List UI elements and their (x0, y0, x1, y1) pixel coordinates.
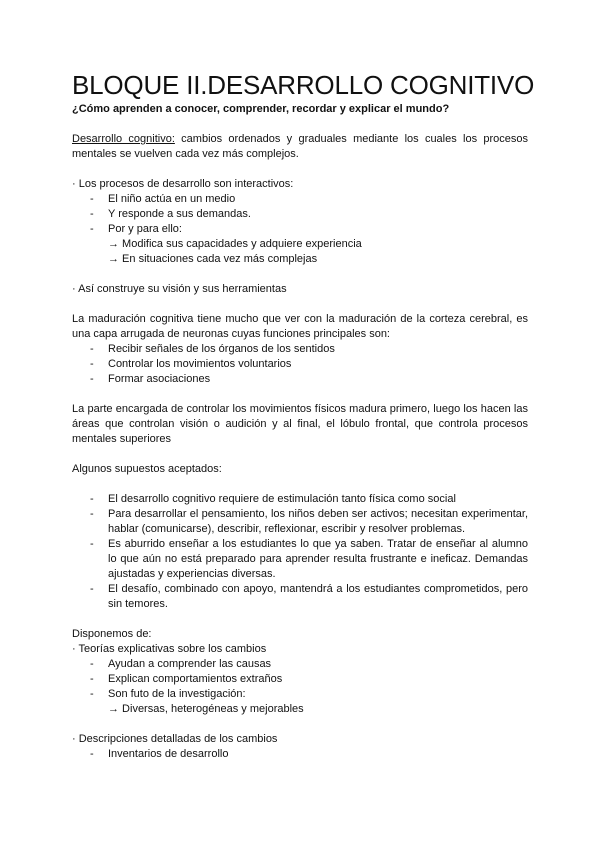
list-item: - Es aburrido enseñar a los estudiantes lo que ya saben. Tratar de enseñar al alumno lo que aún no está preparado para aprender resulta frustrante e ineficaz. Demandas ajustadas y experiencias diversas. (72, 537, 528, 582)
arrow-item: → Modifica sus capacidades y adquiere experiencia (108, 238, 362, 250)
interactive-list (72, 192, 528, 237)
descriptions-list (72, 747, 528, 762)
assumptions-heading: Algunos supuestos aceptados: (72, 463, 222, 475)
list-item: - El desafío, combinado con apoyo, mantendrá a los estudiantes comprometidos, pero sin temores. (72, 582, 528, 612)
list-item: - Son futo de la investigación: (72, 687, 528, 702)
arrow-item: → Diversas, heterogéneas y mejorables (108, 703, 304, 715)
page-title: BLOQUE II.DESARROLLO COGNITIVO (72, 70, 535, 100)
theories-list (72, 657, 528, 702)
list-item: - Explican comportamientos extraños (72, 672, 528, 687)
list-item: - El desarrollo cognitivo requiere de estimulación tanto física como social (72, 492, 528, 507)
list-item: - Para desarrollar el pensamiento, los niños deben ser activos; necesitan experimentar, hablar (comunicarse), describir, reflexionar, escribir y resolver problemas. (72, 507, 528, 537)
descriptions-heading: · Descripciones detalladas de los cambios (72, 733, 278, 745)
maturation-list (72, 342, 528, 387)
list-item: - Formar asociaciones (72, 372, 528, 387)
list-item: - El niño actúa en un medio (72, 192, 528, 207)
definition-text: cambios ordenados y graduales mediante los cuales los procesos mentales se vuelven cada vez más complejos. (72, 133, 528, 160)
interactive-heading: · Los procesos de desarrollo son interactivos: (72, 178, 294, 190)
resources-heading: Disponemos de: (72, 628, 152, 640)
list-item: - Por y para ello: (72, 222, 528, 237)
motor-paragraph: La parte encargada de controlar los movimientos físicos madura primero, luego los hacen las áreas que controlan visión o audición y al final, el lóbulo frontal, que controla procesos mentales superiores (72, 403, 528, 445)
vision-line: · Así construye su visión y sus herramientas (72, 283, 287, 295)
list-item: - Inventarios de desarrollo (72, 747, 528, 762)
theories-heading: · Teorías explicativas sobre los cambios (72, 643, 267, 655)
list-item: - Controlar los movimientos voluntarios (72, 357, 528, 372)
page-subtitle: ¿Cómo aprenden a conocer, comprender, recordar y explicar el mundo? (72, 103, 450, 115)
assumptions-list (72, 492, 528, 612)
list-item: - Recibir señales de los órganos de los sentidos (72, 342, 528, 357)
list-item: - Y responde a sus demandas. (72, 207, 528, 222)
list-item: - Ayudan a comprender las causas (72, 657, 528, 672)
arrow-item: → En situaciones cada vez más complejas (108, 253, 318, 265)
definition-paragraph (72, 132, 528, 162)
maturation-paragraph: La maduración cognitiva tiene mucho que ver con la maduración de la corteza cerebral, es una capa arrugada de neuronas cuyas funciones principales son: (72, 313, 528, 340)
definition-term: Desarrollo cognitivo: (72, 133, 175, 145)
